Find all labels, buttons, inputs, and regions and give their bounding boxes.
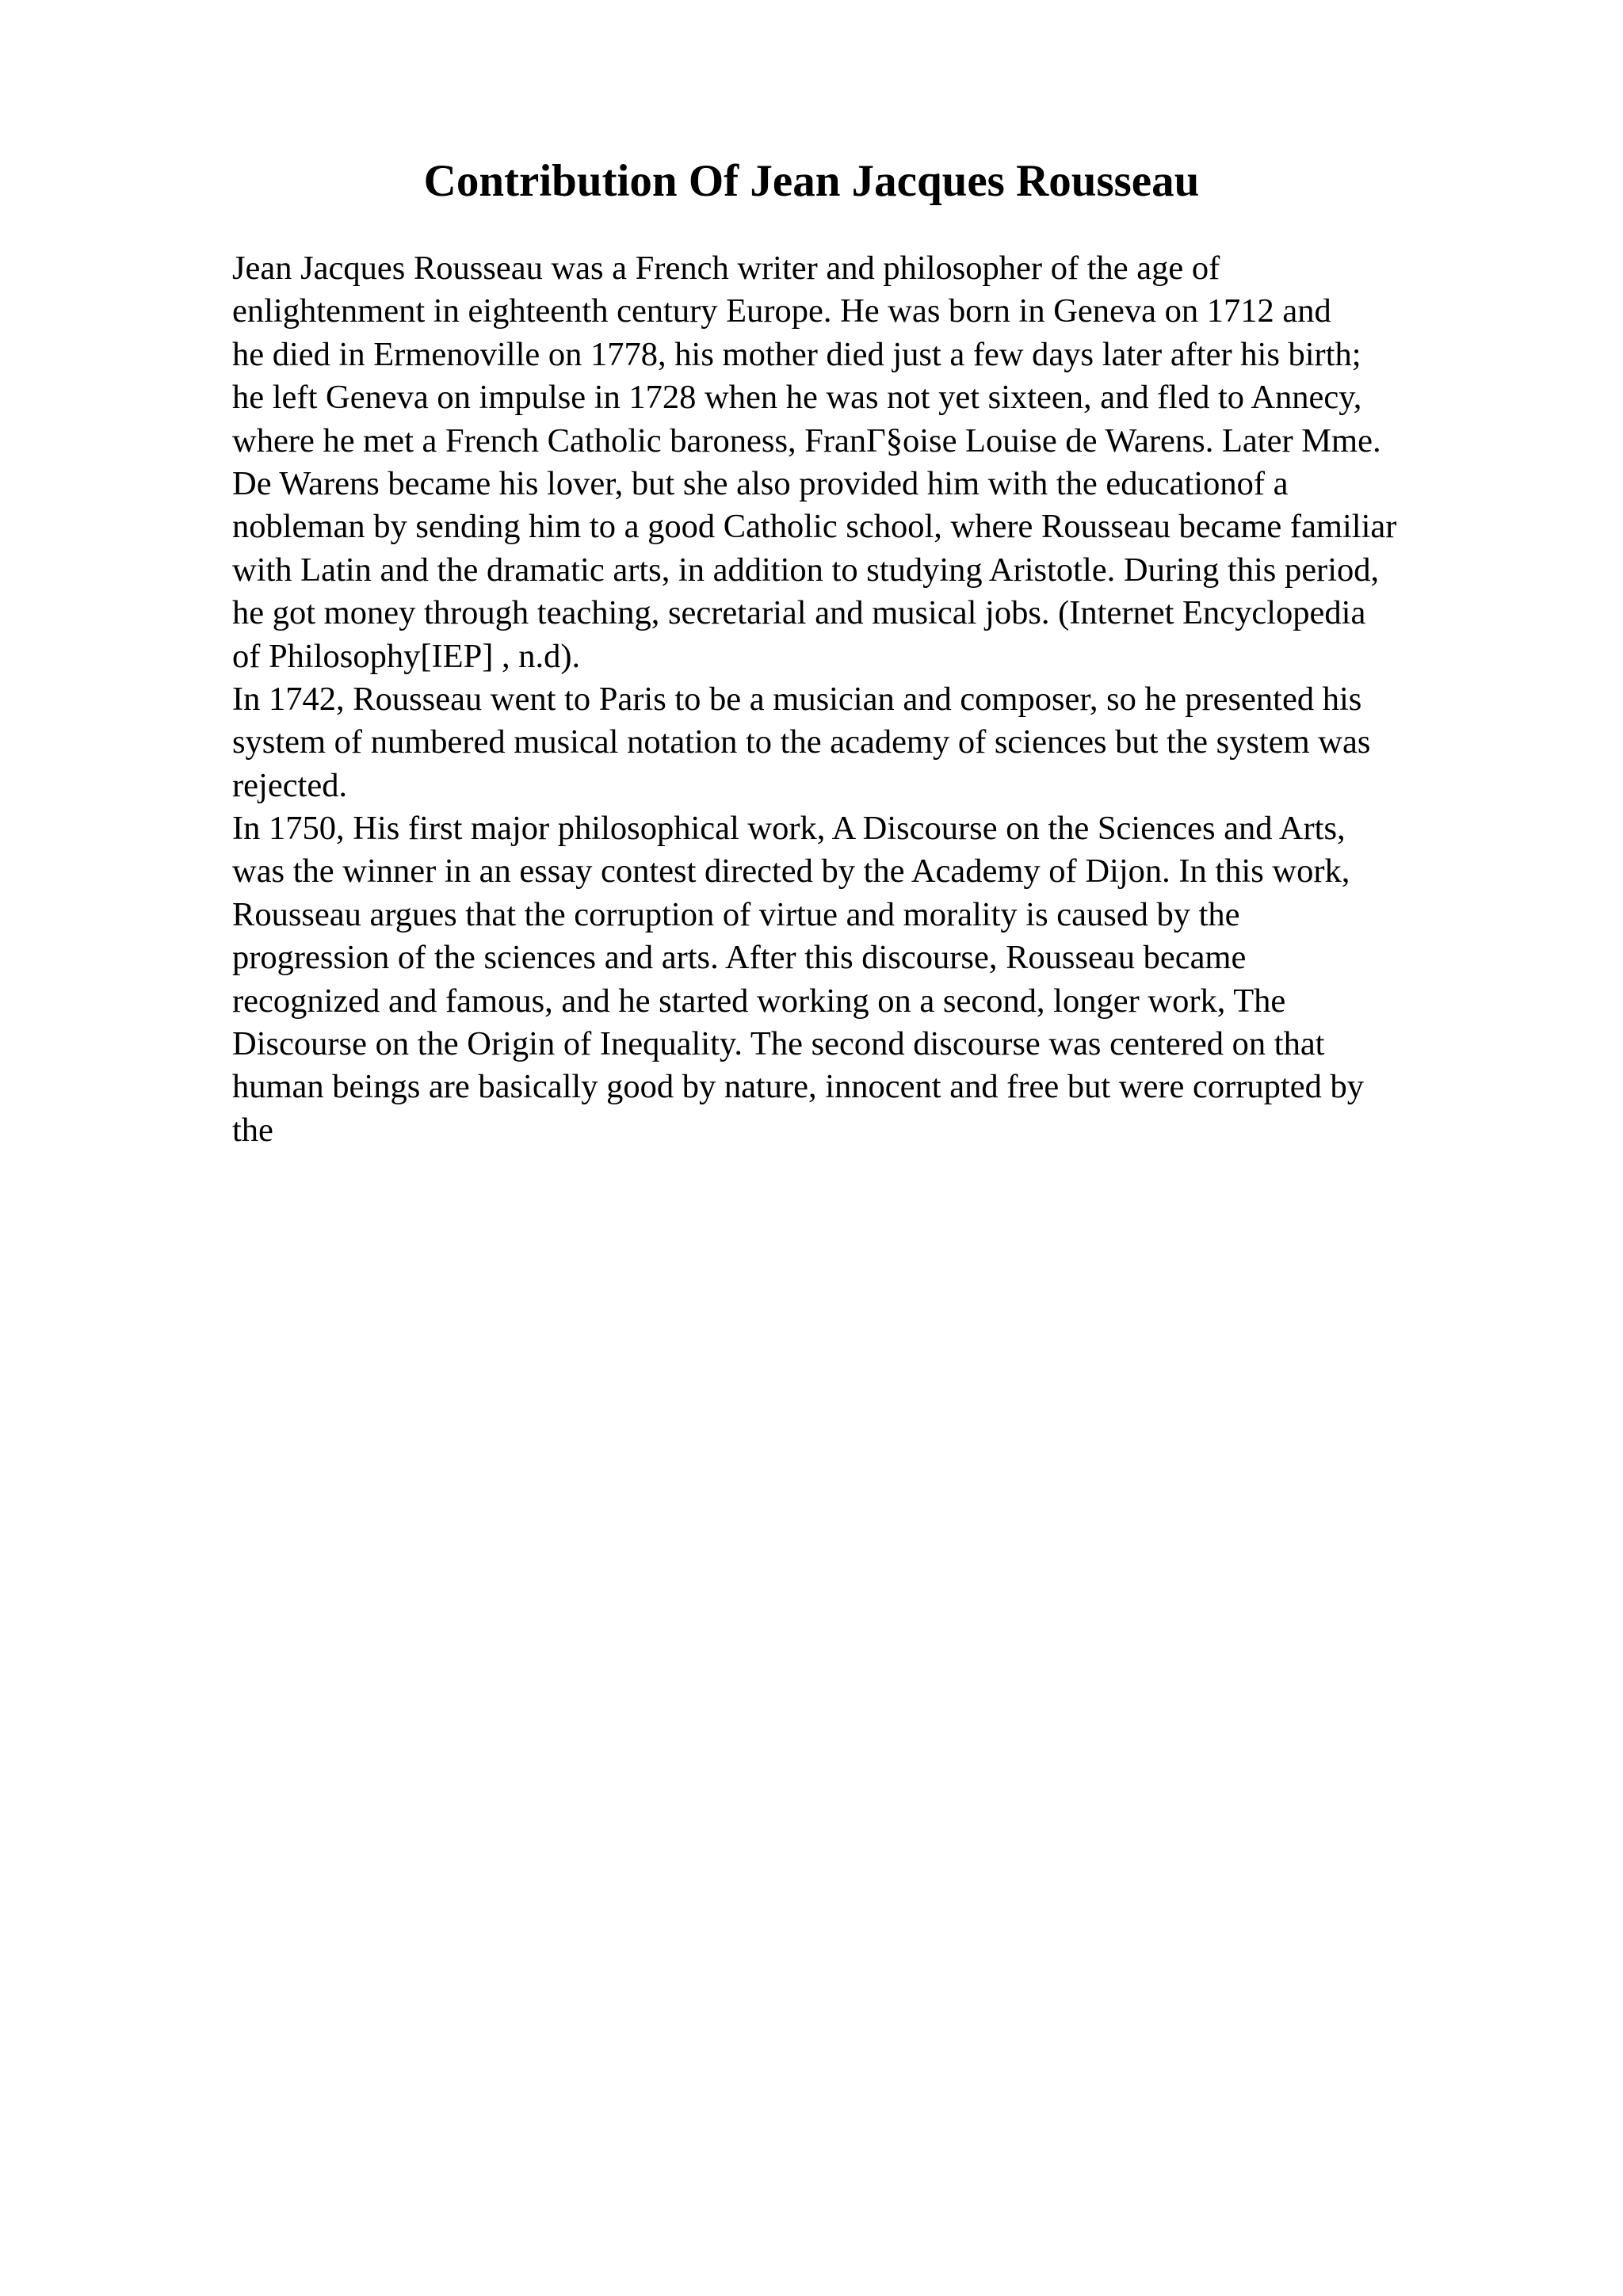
body-line: system of numbered musical notation to the academy of sciences but the system was <box>232 723 1371 761</box>
body-line: nobleman by sending him to a good Catholic school, where Rousseau became familiar <box>232 508 1397 546</box>
body-line: In 1742, Rousseau went to Paris to be a musician and composer, so he presented his <box>232 680 1362 718</box>
body-line: In 1750, His first major philosophical work, A Discourse on the Sciences and Arts, <box>232 810 1346 848</box>
body-line: Discourse on the Origin of Inequality. The second discourse was centered on that <box>232 1025 1325 1063</box>
body-line: rejected. <box>232 766 348 804</box>
document-body <box>232 247 1611 1152</box>
body-line: of Philosophy[IEP] , n.d). <box>232 637 581 675</box>
body-line: recognized and famous, and he started working on a second, longer work, The <box>232 982 1286 1020</box>
body-line: progression of the sciences and arts. After this discourse, Rousseau became <box>232 939 1247 977</box>
body-line: he left Geneva on impulse in 1728 when he was not yet sixteen, and fled to Annecy, <box>232 379 1362 417</box>
body-line: where he met a French Catholic baroness, FranГ§oise Louise de Warens. Later Mme. <box>232 421 1381 460</box>
body-line: human beings are basically good by nature, innocent and free but were corrupted by <box>232 1068 1364 1106</box>
body-line: was the winner in an essay contest directed by the Academy of Dijon. In this work, <box>232 852 1350 891</box>
body-line: enlightenment in eighteenth century Europe. He was born in Geneva on 1712 and <box>232 292 1331 330</box>
body-line: he got money through teaching, secretarial and musical jobs. (Internet Encyclopedia <box>232 594 1366 632</box>
body-line: the <box>232 1111 273 1149</box>
body-line: De Warens became his lover, but she also provided him with the educationof a <box>232 464 1289 502</box>
body-line: with Latin and the dramatic arts, in addition to studying Aristotle. During this period, <box>232 551 1380 589</box>
body-line: he died in Ermenoville on 1778, his mother died just a few days later after his birth; <box>232 335 1361 373</box>
body-line: Rousseau argues that the corruption of virtue and morality is caused by the <box>232 895 1240 933</box>
body-line: Jean Jacques Rousseau was a French writer and philosopher of the age of <box>232 250 1220 287</box>
document-title: Contribution Of Jean Jacques Rousseau <box>423 156 1200 206</box>
